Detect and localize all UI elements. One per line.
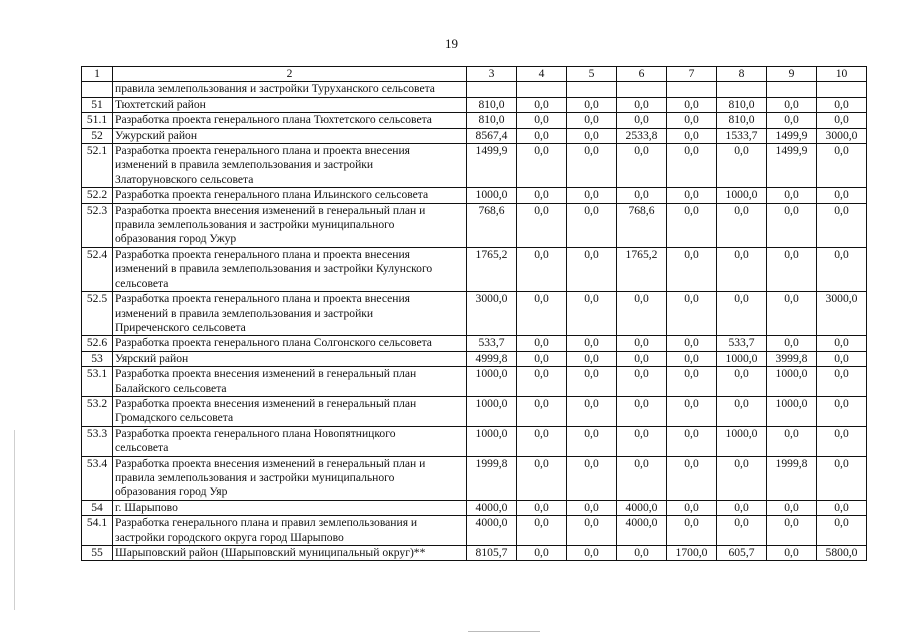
value-cell: 0,0	[617, 456, 667, 500]
scan-artifact-edge	[14, 430, 15, 610]
value-cell: 810,0	[717, 97, 767, 112]
description-line: Разработка проекта генерального плана Солгонского сельсовета	[115, 336, 432, 350]
table-row	[82, 203, 867, 247]
row-number: 51.1	[82, 113, 113, 128]
value-cell: 0,0	[667, 500, 717, 515]
row-number: 52.4	[82, 247, 113, 291]
value-cell: 0,0	[817, 500, 867, 515]
row-number: 52	[82, 128, 113, 143]
description-line: Уярский район	[115, 351, 189, 365]
value-cell: 0,0	[717, 292, 767, 336]
value-cell: 0,0	[667, 426, 717, 456]
value-cell: 768,6	[617, 203, 667, 247]
row-description	[113, 500, 467, 515]
value-cell: 0,0	[617, 367, 667, 397]
value-cell: 0,0	[767, 97, 817, 112]
row-description	[113, 336, 467, 351]
description-line: Разработка проекта генерального плана Тюхтетского сельсовета	[115, 113, 432, 127]
value-cell: 0,0	[567, 144, 617, 188]
page-number: 19	[445, 36, 458, 51]
value-cell: 0,0	[817, 188, 867, 203]
value-cell: 0,0	[617, 546, 667, 561]
value-cell: 0,0	[817, 396, 867, 426]
column-header: 2	[113, 67, 467, 82]
value-cell: 0,0	[517, 456, 567, 500]
value-cell: 0,0	[517, 128, 567, 143]
row-number: 53.1	[82, 367, 113, 397]
value-cell: 0,0	[667, 97, 717, 112]
value-cell: 0,0	[517, 336, 567, 351]
description-line: сельсовета	[115, 441, 169, 455]
value-cell: 1765,2	[617, 247, 667, 291]
description-line: Разработка проекта внесения изменений в генеральный план и	[115, 203, 426, 217]
value-cell: 1000,0	[767, 396, 817, 426]
row-number: 52.6	[82, 336, 113, 351]
description-line: правила землепользования и застройки Туруханского сельсовета	[115, 82, 435, 96]
value-cell: 0,0	[567, 516, 617, 546]
value-cell: 0,0	[667, 367, 717, 397]
value-cell: 0,0	[617, 396, 667, 426]
table-row	[82, 367, 867, 397]
value-cell: 0,0	[567, 546, 617, 561]
value-cell: 0,0	[567, 97, 617, 112]
value-cell: 0,0	[767, 203, 817, 247]
row-description	[113, 292, 467, 336]
value-cell: 1499,9	[767, 144, 817, 188]
description-line: Громадского сельсовета	[115, 411, 234, 425]
value-cell: 810,0	[717, 113, 767, 128]
value-cell: 0,0	[567, 396, 617, 426]
row-number: 53	[82, 351, 113, 366]
value-cell: 1000,0	[767, 367, 817, 397]
value-cell: 0,0	[517, 500, 567, 515]
row-number: 52.1	[82, 144, 113, 188]
value-cell: 3000,0	[817, 128, 867, 143]
value-cell: 5800,0	[817, 546, 867, 561]
row-description	[113, 516, 467, 546]
value-cell: 0,0	[617, 351, 667, 366]
value-cell: 0,0	[717, 500, 767, 515]
value-cell: 0,0	[517, 367, 567, 397]
value-cell: 1000,0	[717, 351, 767, 366]
row-description	[113, 247, 467, 291]
value-cell: 0,0	[567, 292, 617, 336]
value-cell	[717, 82, 767, 97]
row-number: 52.5	[82, 292, 113, 336]
value-cell: 0,0	[767, 292, 817, 336]
value-cell: 533,7	[467, 336, 517, 351]
value-cell: 0,0	[717, 144, 767, 188]
value-cell: 0,0	[667, 396, 717, 426]
value-cell: 0,0	[817, 351, 867, 366]
description-line: Разработка проекта генерального плана Новопятницкого	[115, 426, 396, 440]
value-cell: 0,0	[817, 247, 867, 291]
value-cell: 0,0	[617, 113, 667, 128]
value-cell: 1000,0	[717, 426, 767, 456]
value-cell: 0,0	[517, 426, 567, 456]
value-cell: 0,0	[817, 367, 867, 397]
value-cell: 533,7	[717, 336, 767, 351]
value-cell: 0,0	[667, 144, 717, 188]
description-line: Разработка проекта генерального плана Ильинского сельсовета	[115, 188, 429, 202]
table-row	[82, 426, 867, 456]
value-cell: 0,0	[767, 188, 817, 203]
value-cell: 0,0	[817, 516, 867, 546]
table-row	[82, 336, 867, 351]
row-description	[113, 97, 467, 112]
value-cell: 1999,8	[467, 456, 517, 500]
description-line: Разработка проекта генерального плана и проекта внесения	[115, 144, 411, 158]
value-cell: 3999,8	[767, 351, 817, 366]
value-cell: 0,0	[667, 336, 717, 351]
value-cell: 810,0	[467, 97, 517, 112]
value-cell: 0,0	[617, 426, 667, 456]
value-cell: 0,0	[567, 188, 617, 203]
value-cell: 0,0	[567, 456, 617, 500]
value-cell: 1533,7	[717, 128, 767, 143]
table-row	[82, 456, 867, 500]
table-row	[82, 546, 867, 561]
table-row	[82, 144, 867, 188]
table-header-row	[82, 67, 867, 82]
row-number: 53.4	[82, 456, 113, 500]
value-cell: 0,0	[517, 351, 567, 366]
value-cell: 0,0	[717, 367, 767, 397]
value-cell: 1999,8	[767, 456, 817, 500]
value-cell: 0,0	[567, 426, 617, 456]
description-line: застройки городского округа город Шарыпово	[115, 530, 344, 544]
column-header: 1	[82, 67, 113, 82]
value-cell: 0,0	[517, 203, 567, 247]
value-cell: 1700,0	[667, 546, 717, 561]
value-cell: 3000,0	[817, 292, 867, 336]
table-row	[82, 516, 867, 546]
value-cell: 0,0	[817, 97, 867, 112]
row-description	[113, 82, 467, 97]
row-number: 53.2	[82, 396, 113, 426]
value-cell: 0,0	[567, 367, 617, 397]
value-cell	[467, 82, 517, 97]
value-cell	[517, 82, 567, 97]
value-cell: 0,0	[517, 188, 567, 203]
value-cell: 0,0	[767, 546, 817, 561]
value-cell: 3000,0	[467, 292, 517, 336]
table-body	[82, 67, 867, 561]
value-cell: 0,0	[567, 500, 617, 515]
description-line: Златоруновского сельсовета	[115, 172, 254, 186]
value-cell: 0,0	[567, 247, 617, 291]
row-number: 51	[82, 97, 113, 112]
row-description	[113, 144, 467, 188]
description-line: сельсовета	[115, 276, 169, 290]
column-header: 5	[567, 67, 617, 82]
column-header: 9	[767, 67, 817, 82]
row-number: 54	[82, 500, 113, 515]
value-cell: 0,0	[617, 188, 667, 203]
value-cell: 0,0	[617, 292, 667, 336]
value-cell: 0,0	[667, 247, 717, 291]
row-number: 52.3	[82, 203, 113, 247]
value-cell: 605,7	[717, 546, 767, 561]
row-description	[113, 426, 467, 456]
description-line: Разработка проекта внесения изменений в генеральный план	[115, 396, 417, 410]
description-line: Ужурский район	[115, 128, 198, 142]
value-cell: 1499,9	[467, 144, 517, 188]
table-row	[82, 351, 867, 366]
value-cell: 4000,0	[617, 516, 667, 546]
value-cell: 1499,9	[767, 128, 817, 143]
row-number: 53.3	[82, 426, 113, 456]
column-header: 4	[517, 67, 567, 82]
scan-artifact-line	[468, 631, 540, 632]
value-cell: 0,0	[567, 203, 617, 247]
value-cell	[667, 82, 717, 97]
row-description	[113, 203, 467, 247]
value-cell: 0,0	[717, 456, 767, 500]
description-line: правила землепользования и застройки муниципального	[115, 470, 395, 484]
value-cell: 1000,0	[467, 396, 517, 426]
value-cell: 0,0	[817, 456, 867, 500]
description-line: изменений в правила землепользования и застройки	[115, 306, 374, 320]
value-cell: 0,0	[667, 203, 717, 247]
description-line: Разработка проекта внесения изменений в генеральный план	[115, 367, 417, 381]
column-header: 10	[817, 67, 867, 82]
value-cell	[567, 82, 617, 97]
value-cell: 0,0	[517, 113, 567, 128]
value-cell: 0,0	[617, 144, 667, 188]
value-cell: 0,0	[767, 247, 817, 291]
value-cell: 1000,0	[467, 367, 517, 397]
value-cell: 0,0	[517, 516, 567, 546]
value-cell: 0,0	[517, 247, 567, 291]
value-cell: 0,0	[717, 516, 767, 546]
value-cell: 8567,4	[467, 128, 517, 143]
value-cell: 0,0	[517, 144, 567, 188]
value-cell: 0,0	[667, 351, 717, 366]
value-cell: 1000,0	[717, 188, 767, 203]
table-row	[82, 188, 867, 203]
row-description	[113, 546, 467, 561]
value-cell: 0,0	[717, 203, 767, 247]
value-cell: 1000,0	[467, 188, 517, 203]
row-number	[82, 82, 113, 97]
value-cell: 0,0	[817, 203, 867, 247]
value-cell: 0,0	[567, 113, 617, 128]
table-row	[82, 292, 867, 336]
value-cell: 0,0	[517, 396, 567, 426]
row-number: 55	[82, 546, 113, 561]
value-cell: 0,0	[767, 500, 817, 515]
value-cell	[817, 82, 867, 97]
table-row	[82, 97, 867, 112]
budget-table	[81, 66, 867, 561]
description-line: Разработка проекта внесения изменений в генеральный план и	[115, 456, 426, 470]
value-cell: 4000,0	[617, 500, 667, 515]
value-cell: 0,0	[667, 128, 717, 143]
value-cell: 4000,0	[467, 500, 517, 515]
value-cell: 0,0	[667, 456, 717, 500]
table-row	[82, 82, 867, 97]
row-description	[113, 456, 467, 500]
value-cell: 0,0	[667, 516, 717, 546]
row-description	[113, 351, 467, 366]
table-row	[82, 500, 867, 515]
row-description	[113, 367, 467, 397]
value-cell: 810,0	[467, 113, 517, 128]
value-cell: 1000,0	[467, 426, 517, 456]
value-cell: 0,0	[817, 426, 867, 456]
value-cell: 0,0	[567, 128, 617, 143]
value-cell	[617, 82, 667, 97]
row-description	[113, 128, 467, 143]
value-cell: 0,0	[817, 336, 867, 351]
value-cell: 0,0	[767, 113, 817, 128]
column-header: 8	[717, 67, 767, 82]
description-line: образования город Ужур	[115, 232, 237, 246]
description-line: г. Шарыпово	[115, 500, 178, 514]
description-line: Балайского сельсовета	[115, 381, 227, 395]
row-number: 52.2	[82, 188, 113, 203]
description-line: Разработка проекта генерального плана и проекта внесения	[115, 292, 411, 306]
value-cell: 4000,0	[467, 516, 517, 546]
value-cell: 0,0	[667, 113, 717, 128]
column-header: 3	[467, 67, 517, 82]
table-row	[82, 128, 867, 143]
value-cell: 768,6	[467, 203, 517, 247]
row-number: 54.1	[82, 516, 113, 546]
value-cell: 1765,2	[467, 247, 517, 291]
value-cell: 0,0	[717, 396, 767, 426]
value-cell: 0,0	[817, 113, 867, 128]
value-cell: 0,0	[817, 144, 867, 188]
table-row	[82, 247, 867, 291]
row-description	[113, 396, 467, 426]
description-line: Разработка генерального плана и правил землепользования и	[115, 516, 418, 530]
value-cell: 2533,8	[617, 128, 667, 143]
table-row	[82, 396, 867, 426]
value-cell: 0,0	[517, 97, 567, 112]
value-cell: 0,0	[767, 426, 817, 456]
value-cell	[767, 82, 817, 97]
value-cell: 8105,7	[467, 546, 517, 561]
table-row	[82, 113, 867, 128]
value-cell: 0,0	[667, 188, 717, 203]
value-cell: 0,0	[717, 247, 767, 291]
description-line: образования город Уяр	[115, 485, 228, 499]
value-cell: 0,0	[567, 336, 617, 351]
row-description	[113, 113, 467, 128]
description-line: Тюхтетский район	[115, 97, 206, 111]
value-cell: 0,0	[667, 292, 717, 336]
description-line: Приреченского сельсовета	[115, 320, 246, 334]
value-cell: 0,0	[767, 336, 817, 351]
column-header: 7	[667, 67, 717, 82]
description-line: изменений в правила землепользования и застройки Кулунского	[115, 262, 433, 276]
value-cell: 0,0	[567, 351, 617, 366]
description-line: Разработка проекта генерального плана и проекта внесения	[115, 247, 411, 261]
description-line: Шарыповский район (Шарыповский муниципальный округ)**	[115, 546, 426, 559]
value-cell: 0,0	[517, 292, 567, 336]
value-cell: 0,0	[517, 546, 567, 561]
row-description	[113, 188, 467, 203]
column-header: 6	[617, 67, 667, 82]
value-cell: 0,0	[767, 516, 817, 546]
description-line: правила землепользования и застройки муниципального	[115, 218, 395, 232]
value-cell: 0,0	[617, 336, 667, 351]
value-cell: 4999,8	[467, 351, 517, 366]
value-cell: 0,0	[617, 97, 667, 112]
description-line: изменений в правила землепользования и застройки	[115, 158, 374, 172]
